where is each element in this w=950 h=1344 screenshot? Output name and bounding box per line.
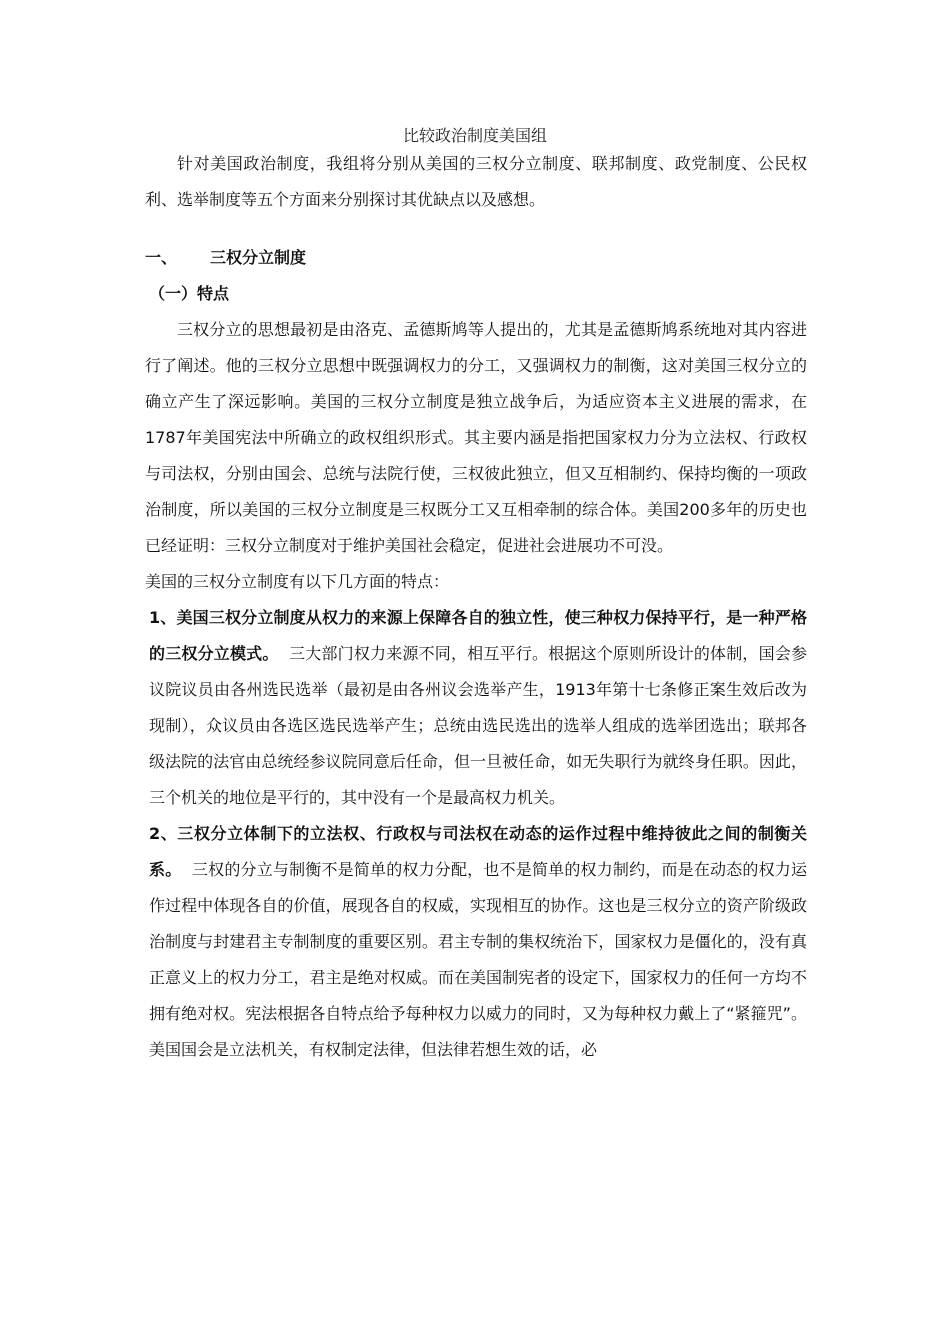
feature-point-2: [145, 816, 807, 1068]
feature-point-2-text: 三权的分立与制衡不是简单的权力分配，也不是简单的权力制约，而是在动态的权力运作过程中体现各自的价值，展现各自的权威，实现相互的协作。这也是三权分立的资产阶级政治制度与封建君主专制制度的重要区别。君主专制的集权统治下，国家权力是僵化的，没有真正意义上的权力分工，君主是绝对权威。而在美国制宪者的设定下，国家权力的任何一方均不拥有绝对权。宪法根据各自特点给予每种权力以威力的同时，又为每种权力戴上了“紧箍咒”。美国国会是立法机关，有权制定法律，但法律若想生效的话，必: [149, 860, 807, 1059]
section-heading-text: 三权分立制度: [210, 248, 307, 267]
section-heading: [145, 240, 807, 276]
feature-point-1: [145, 600, 807, 816]
feature-point-2-heading: 2、三权分立体制下的立法权、行政权与司法权在动态的运作过程中维持彼此之间的制衡关系。: [149, 824, 807, 879]
sub-heading: （一）特点: [149, 284, 230, 303]
document-title: 比较政治制度美国组: [402, 126, 547, 145]
paragraph-features-intro: 美国的三权分立制度有以下几方面的特点：: [145, 572, 450, 591]
spacer: [145, 218, 807, 240]
intro-paragraph: 针对美国政治制度，我组将分别从美国的三权分立制度、联邦制度、政党制度、公民权利、选举制度等五个方面来分别探讨其优缺点以及感想。: [145, 154, 807, 209]
feature-point-1-text: 三大部门权力来源不同，相互平行。根据这个原则所设计的体制，国会参议院议员由各州选民选举（最初是由各州议会选举产生，1913年第十七条修正案生效后改为现制），众议员由各选区选民选举产生；总统由选民选出的选举人组成的选举团选出；联邦各级法院的法官由总统经参议院同意后任命，但一旦被任命，如无失职行为就终身任职。因此，三个机关的地位是平行的，其中没有一个是最高权力机关。: [149, 644, 807, 807]
section-number: 一、: [145, 248, 178, 267]
paragraph-origin: 三权分立的思想最初是由洛克、孟德斯鸠等人提出的，尤其是孟德斯鸠系统地对其内容进行了阐述。他的三权分立思想中既强调权力的分工，又强调权力的制衡，这对美国三权分立的确立产生了深远影响。美国的三权分立制度是独立战争后，为适应资本主义进展的需求，在1787年美国宪法中所确立的政权组织形式。其主要内涵是指把国家权力分为立法权、行政权与司法权，分别由国会、总统与法院行使，三权彼此独立，但又互相制约、保持均衡的一项政治制度，所以美国的三权分立制度是三权既分工又互相牵制的综合体。美国200多年的历史也已经证明：三权分立制度对于维护美国社会稳定，促进社会进展功不可没。: [145, 320, 807, 555]
feature-point-1-heading: 1、美国三权分立制度从权力的来源上保障各自的独立性，使三种权力保持平行，是一种严格的三权分立模式。: [149, 608, 807, 663]
document-body: [145, 146, 807, 1068]
